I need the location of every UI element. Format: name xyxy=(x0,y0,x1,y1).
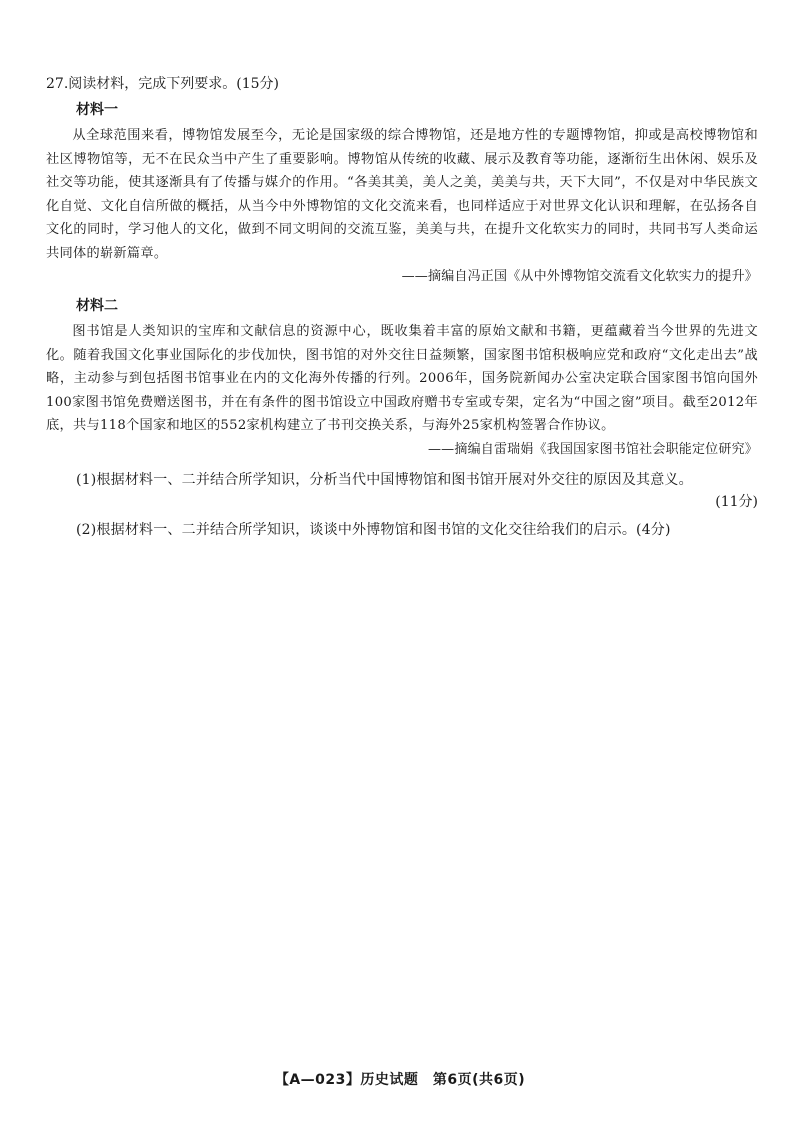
material-2-text: 图书馆是人类知识的宝库和文献信息的资源中心，既收集着丰富的原始文献和书籍，更蕴藏着当今世界的先进文化。随着我国文化事业国际化的步伐加快，图书馆的对外交往日益频繁，国家图书馆积极响应党和政府“文化走出去”战略，主动参与到包括图书馆事业在内的文化海外传播的行列。2006年，国务院新闻办公室决定联合国家图书馆向国外100家图书馆免费赠送图书，并在有条件的图书馆设立中国政府赠书专室或专架，定名为“中国之窗”项目。截至2012年底，共与118个国家和地区的552家机构建立了书刊交换关系，与海外25家机构签署合作协议。 xyxy=(46,324,758,433)
sub-question-2 xyxy=(46,519,758,541)
sub-question-1-score: (11分) xyxy=(715,493,758,510)
sub-question-2-text: (2)根据材料一、二并结合所学知识，谈谈中外博物馆和图书馆的文化交往给我们的启示。(4分) xyxy=(76,521,671,538)
page-footer: 【A—023】历史试题 第6页(共6页) xyxy=(274,1072,526,1088)
question-27 xyxy=(46,74,758,541)
material-2-heading: 材料二 xyxy=(76,298,118,314)
material-1-heading: 材料一 xyxy=(76,102,118,118)
sub-question-1-text: (1)根据材料一、二并结合所学知识，分析当代中国博物馆和图书馆开展对外交往的原因及其意义。 xyxy=(76,471,693,488)
material-2-source: ——摘编自雷瑞娟《我国国家图书馆社会职能定位研究》 xyxy=(427,441,758,457)
material-2 xyxy=(46,296,758,461)
material-1-text: 从全球范围来看，博物馆发展至今，无论是国家级的综合博物馆，还是地方性的专题博物馆，抑或是高校博物馆和社区博物馆等，无不在民众当中产生了重要影响。博物馆从传统的收藏、展示及教育等功能，逐渐衍生出休闲、娱乐及社交等功能，使其逐渐具有了传播与媒介的作用。“各美其美，美人之美，美美与共，天下大同”，不仅是对中华民族文化自觉、文化自信所做的概括，从当今中外博物馆的文化交流来看，也同样适应于对世界文化认识和理解，在弘扬各自文化的同时，学习他人的文化，做到不同文明间的交流互鉴，美美与共，在提升文化软实力的同时，共同书写人类命运共同体的崭新篇章。 xyxy=(46,128,758,261)
question-title: 27.阅读材料，完成下列要求。(15分) xyxy=(46,76,280,92)
material-1-source: ——摘编自冯正国《从中外博物馆交流看文化软实力的提升》 xyxy=(401,269,758,284)
material-1 xyxy=(46,100,758,288)
sub-question-1 xyxy=(46,469,758,513)
